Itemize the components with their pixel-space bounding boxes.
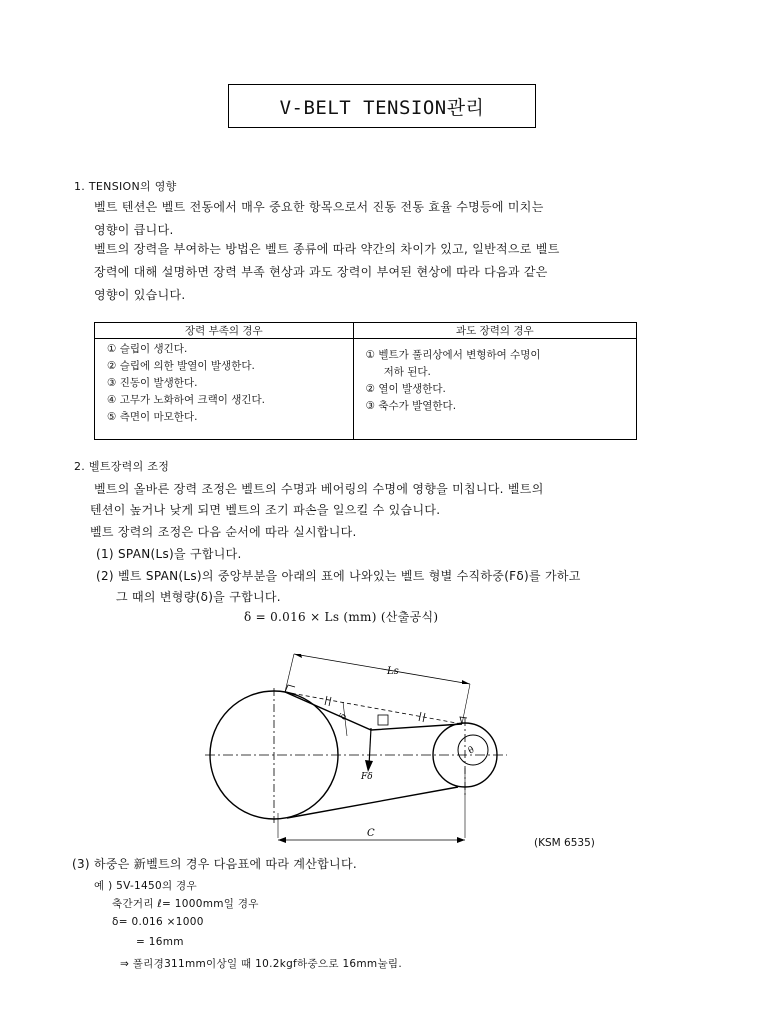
table-item: ③ 진동이 발생한다. <box>107 377 198 389</box>
table-item: 저하 된다. <box>383 366 431 378</box>
label-center-distance: C <box>367 828 375 839</box>
table-item: ① 벨트가 풀리상에서 변형하여 수명이 <box>365 349 541 361</box>
section2-line: 벨트의 올바른 장력 조정은 벨트의 수명과 베어링의 수명에 영향을 미칩니다. 벨트의 <box>94 482 544 496</box>
section2-line: 텐션이 높거나 낮게 되면 벨트의 조기 파손을 일으킬 수 있습니다. <box>90 503 441 517</box>
label-force: Fδ <box>361 772 373 782</box>
table-cell-insufficient <box>95 339 354 440</box>
diagram-caption: (KSM 6535) <box>534 837 595 849</box>
section1-heading: 1. TENSION의 영향 <box>74 180 177 193</box>
section3-heading: (3) 하중은 新벨트의 경우 다음표에 따라 계산합니다. <box>72 857 357 871</box>
table-item: ④ 고무가 노화하여 크랙이 생긴다. <box>107 394 265 406</box>
section2-step: (1) SPAN(Ls)을 구합니다. <box>96 547 242 561</box>
section2-heading: 2. 벨트장력의 조정 <box>74 460 170 473</box>
section1-line: 장력에 대해 설명하면 장력 부족 현상과 과도 장력이 부여된 현상에 따라 다음과 같은 <box>94 265 548 279</box>
table-item: ① 슬립이 생긴다. <box>107 343 188 355</box>
label-span: Ls <box>387 666 399 677</box>
tension-effects-table <box>94 322 637 440</box>
section2-step: 그 때의 변형량(δ)을 구합니다. <box>116 590 281 604</box>
table-header-excessive: 과도 장력의 경우 <box>353 323 636 339</box>
example-line: ⇒ 풀리경311mm이상일 때 10.2kgf하중으로 16mm눌림. <box>120 958 402 970</box>
label-angle: θ <box>466 745 478 757</box>
table-item: ② 열이 발생한다. <box>365 383 446 395</box>
table-cell-excessive <box>353 339 636 440</box>
formula: δ = 0.016 × Ls (mm) (산출공식) <box>244 610 439 624</box>
section1-line: 벨트의 장력을 부여하는 방법은 벨트 종류에 따라 약간의 차이가 있고, 일반적으로 벨트 <box>94 242 560 256</box>
example-line: δ= 0.016 ×1000 <box>112 916 204 928</box>
example-line: 예 ) 5V-1450의 경우 <box>94 880 197 892</box>
section2-line: 벨트 장력의 조정은 다음 순서에 따라 실시합니다. <box>90 525 357 539</box>
section2-step: (2) 벨트 SPAN(Ls)의 중앙부분을 아래의 표에 나와있는 벨트 형별 수직하중(Fδ)를 가하고 <box>96 569 581 583</box>
table-item: ⑤ 측면이 마모한다. <box>107 411 198 423</box>
section1-line: 벨트 텐션은 벨트 전동에서 매우 중요한 항목으로서 진동 전동 효율 수명등에 미치는 <box>94 200 544 214</box>
section1-line: 영향이 큽니다. <box>94 223 174 237</box>
table-header-insufficient: 장력 부족의 경우 <box>95 323 354 339</box>
example-line: = 16mm <box>136 936 184 948</box>
table-item: ② 슬립에 의한 발열이 발생한다. <box>107 360 255 372</box>
page-title: V-BELT TENSION관리 <box>228 84 536 128</box>
example-line: 축간거리 ℓ= 1000mm일 경우 <box>112 898 259 910</box>
belt-span-diagram <box>175 648 515 848</box>
section1-line: 영향이 있습니다. <box>94 288 186 302</box>
label-deflection: δ <box>338 712 350 722</box>
table-item: ③ 축수가 발열한다. <box>365 400 457 412</box>
